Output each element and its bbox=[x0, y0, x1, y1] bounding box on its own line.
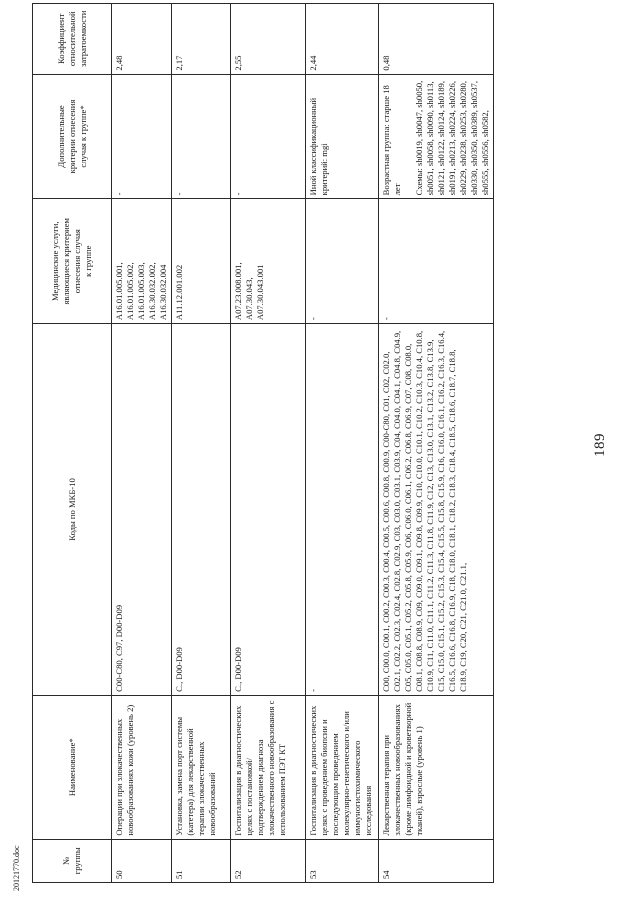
page-number: 189 bbox=[592, 433, 608, 457]
group-number: 53 bbox=[306, 839, 379, 882]
cost-coefficient: 2,44 bbox=[306, 4, 379, 75]
additional-criteria: - bbox=[172, 74, 231, 199]
medical-services: - bbox=[379, 199, 494, 324]
group-name: Установка, замена порт системы (катетера) для лекарственной терапии злокачественных новообразований bbox=[172, 695, 231, 839]
cost-coefficient: 0,48 bbox=[379, 4, 494, 75]
table-row bbox=[172, 4, 231, 883]
header-additional-criteria: Дополнительные критерии отнесения случая к группе* bbox=[33, 74, 112, 199]
group-number: 54 bbox=[379, 839, 494, 882]
medical-services: - bbox=[306, 199, 379, 324]
cost-coefficient: 2,55 bbox=[231, 4, 306, 75]
group-number: 51 bbox=[172, 839, 231, 882]
group-number: 50 bbox=[112, 839, 172, 882]
header-cost-coefficient: Коэффициент относительной затратоемкости bbox=[33, 4, 112, 75]
medical-services: A07.23.008.001, A07.30.043, A07.30.043.001 bbox=[231, 199, 306, 324]
group-name: Операции при злокачественных новообразованиях кожи (уровень 2) bbox=[112, 695, 172, 839]
icd-codes: C00-C80, C97, D00-D09 bbox=[112, 324, 172, 696]
header-icd-codes: Коды по МКБ-10 bbox=[33, 324, 112, 696]
tariff-groups-table bbox=[32, 3, 494, 883]
icd-codes: C00, C00.0, C00.1, C00.2, C00.3, C00.4, C00.5, C00.6, C00.8, C00.9, C00-C80, C01, C02, C02.0, C02.1, C02.2, C02.3, C02.4, C02.8, C02.9, C03, C03.0, C03.1, C03.9, C04, C04.0, C04.1, C04.8, C04.9, C05, C05.0, C05.1, C05.2, C05.8, C05.9, C06, C06.0, C06.1, C06.2, C06.8, C06.9, C07, C08, C08.0, C08.1, C08.8, C08.9, C09, C09.0, C09.1, C09.8, C09.9, C10, C10.0, C10.1, C10.2, C10.3, C10.4, C10.8, C10.9, C11, C11.0, C11.1, C11.2, C11.3, C11.8, C11.9, C12, C13, C13.0, C13.1, C13.2, C13.8, C13.9, C15, C15.0, C15.1, C15.2, C15.3, C15.4, C15.5, C15.8, C15.9, C16, C16.0, C16.1, C16.2, C16.3, C16.4, C16.5, C16.6, C16.8, C16.9, C18, C18.0, C18.1, C18.2, C18.3, C18.4, C18.5, C18.6, C18.7, C18.8, C18.9, C19, C20, C21, C21.0, C21.1, bbox=[379, 324, 494, 696]
document-id: 20121770.doc bbox=[12, 845, 21, 891]
header-name: Наименование* bbox=[33, 695, 112, 839]
table-header-row bbox=[33, 4, 112, 883]
additional-criteria: - bbox=[231, 74, 306, 199]
medical-services: A16.01.005.001, A16.01.005.002, A16.01.005.003, A16.30.032.002, A16.30.032.004 bbox=[112, 199, 172, 324]
additional-criteria: - bbox=[112, 74, 172, 199]
additional-criteria: Иной классификационный критерий: mgi bbox=[306, 74, 379, 199]
group-name: Госпитализация в диагностических целях с постановкой/подтверждением диагноза злокачественного новообразования с использованием ПЭТ КТ bbox=[231, 695, 306, 839]
table-row bbox=[306, 4, 379, 883]
table-row bbox=[231, 4, 306, 883]
header-medical-services: Медицинские услуги, являющиеся критерием отнесения случая к группе bbox=[33, 199, 112, 324]
group-name: Лекарственная терапия при злокачественных новообразованиях (кроме лимфоидной и кроветворной тканей), взрослые (уровень 1) bbox=[379, 695, 494, 839]
header-group-number: № группы bbox=[33, 839, 112, 882]
group-name: Госпитализация в диагностических целях с проведением биопсии и последующим проведением молекулярно-генетического и/или иммуногистохимического исследования bbox=[306, 695, 379, 839]
icd-codes: C., D00-D09 bbox=[231, 324, 306, 696]
group-number: 52 bbox=[231, 839, 306, 882]
cost-coefficient: 2,48 bbox=[112, 4, 172, 75]
icd-codes: C., D00-D09 bbox=[172, 324, 231, 696]
additional-criteria: Возрастная группа: старше 18 лет Схемы: sh0019, sh0047, sh0050, sh0051, sh0058, sh0090, sh0113, sh0121, sh0122, sh0124, sh0189, sh0191, sh0213, sh0224, sh0226, sh0229, sh0238, sh0253, sh0280, sh0330, sh0350, sh0389, sh0537, sh0555, sh0556, sh0582, bbox=[379, 74, 494, 199]
medical-services: A11.12.001.002 bbox=[172, 199, 231, 324]
table-row bbox=[112, 4, 172, 883]
icd-codes: - bbox=[306, 324, 379, 696]
table-row bbox=[379, 4, 494, 883]
cost-coefficient: 2,17 bbox=[172, 4, 231, 75]
